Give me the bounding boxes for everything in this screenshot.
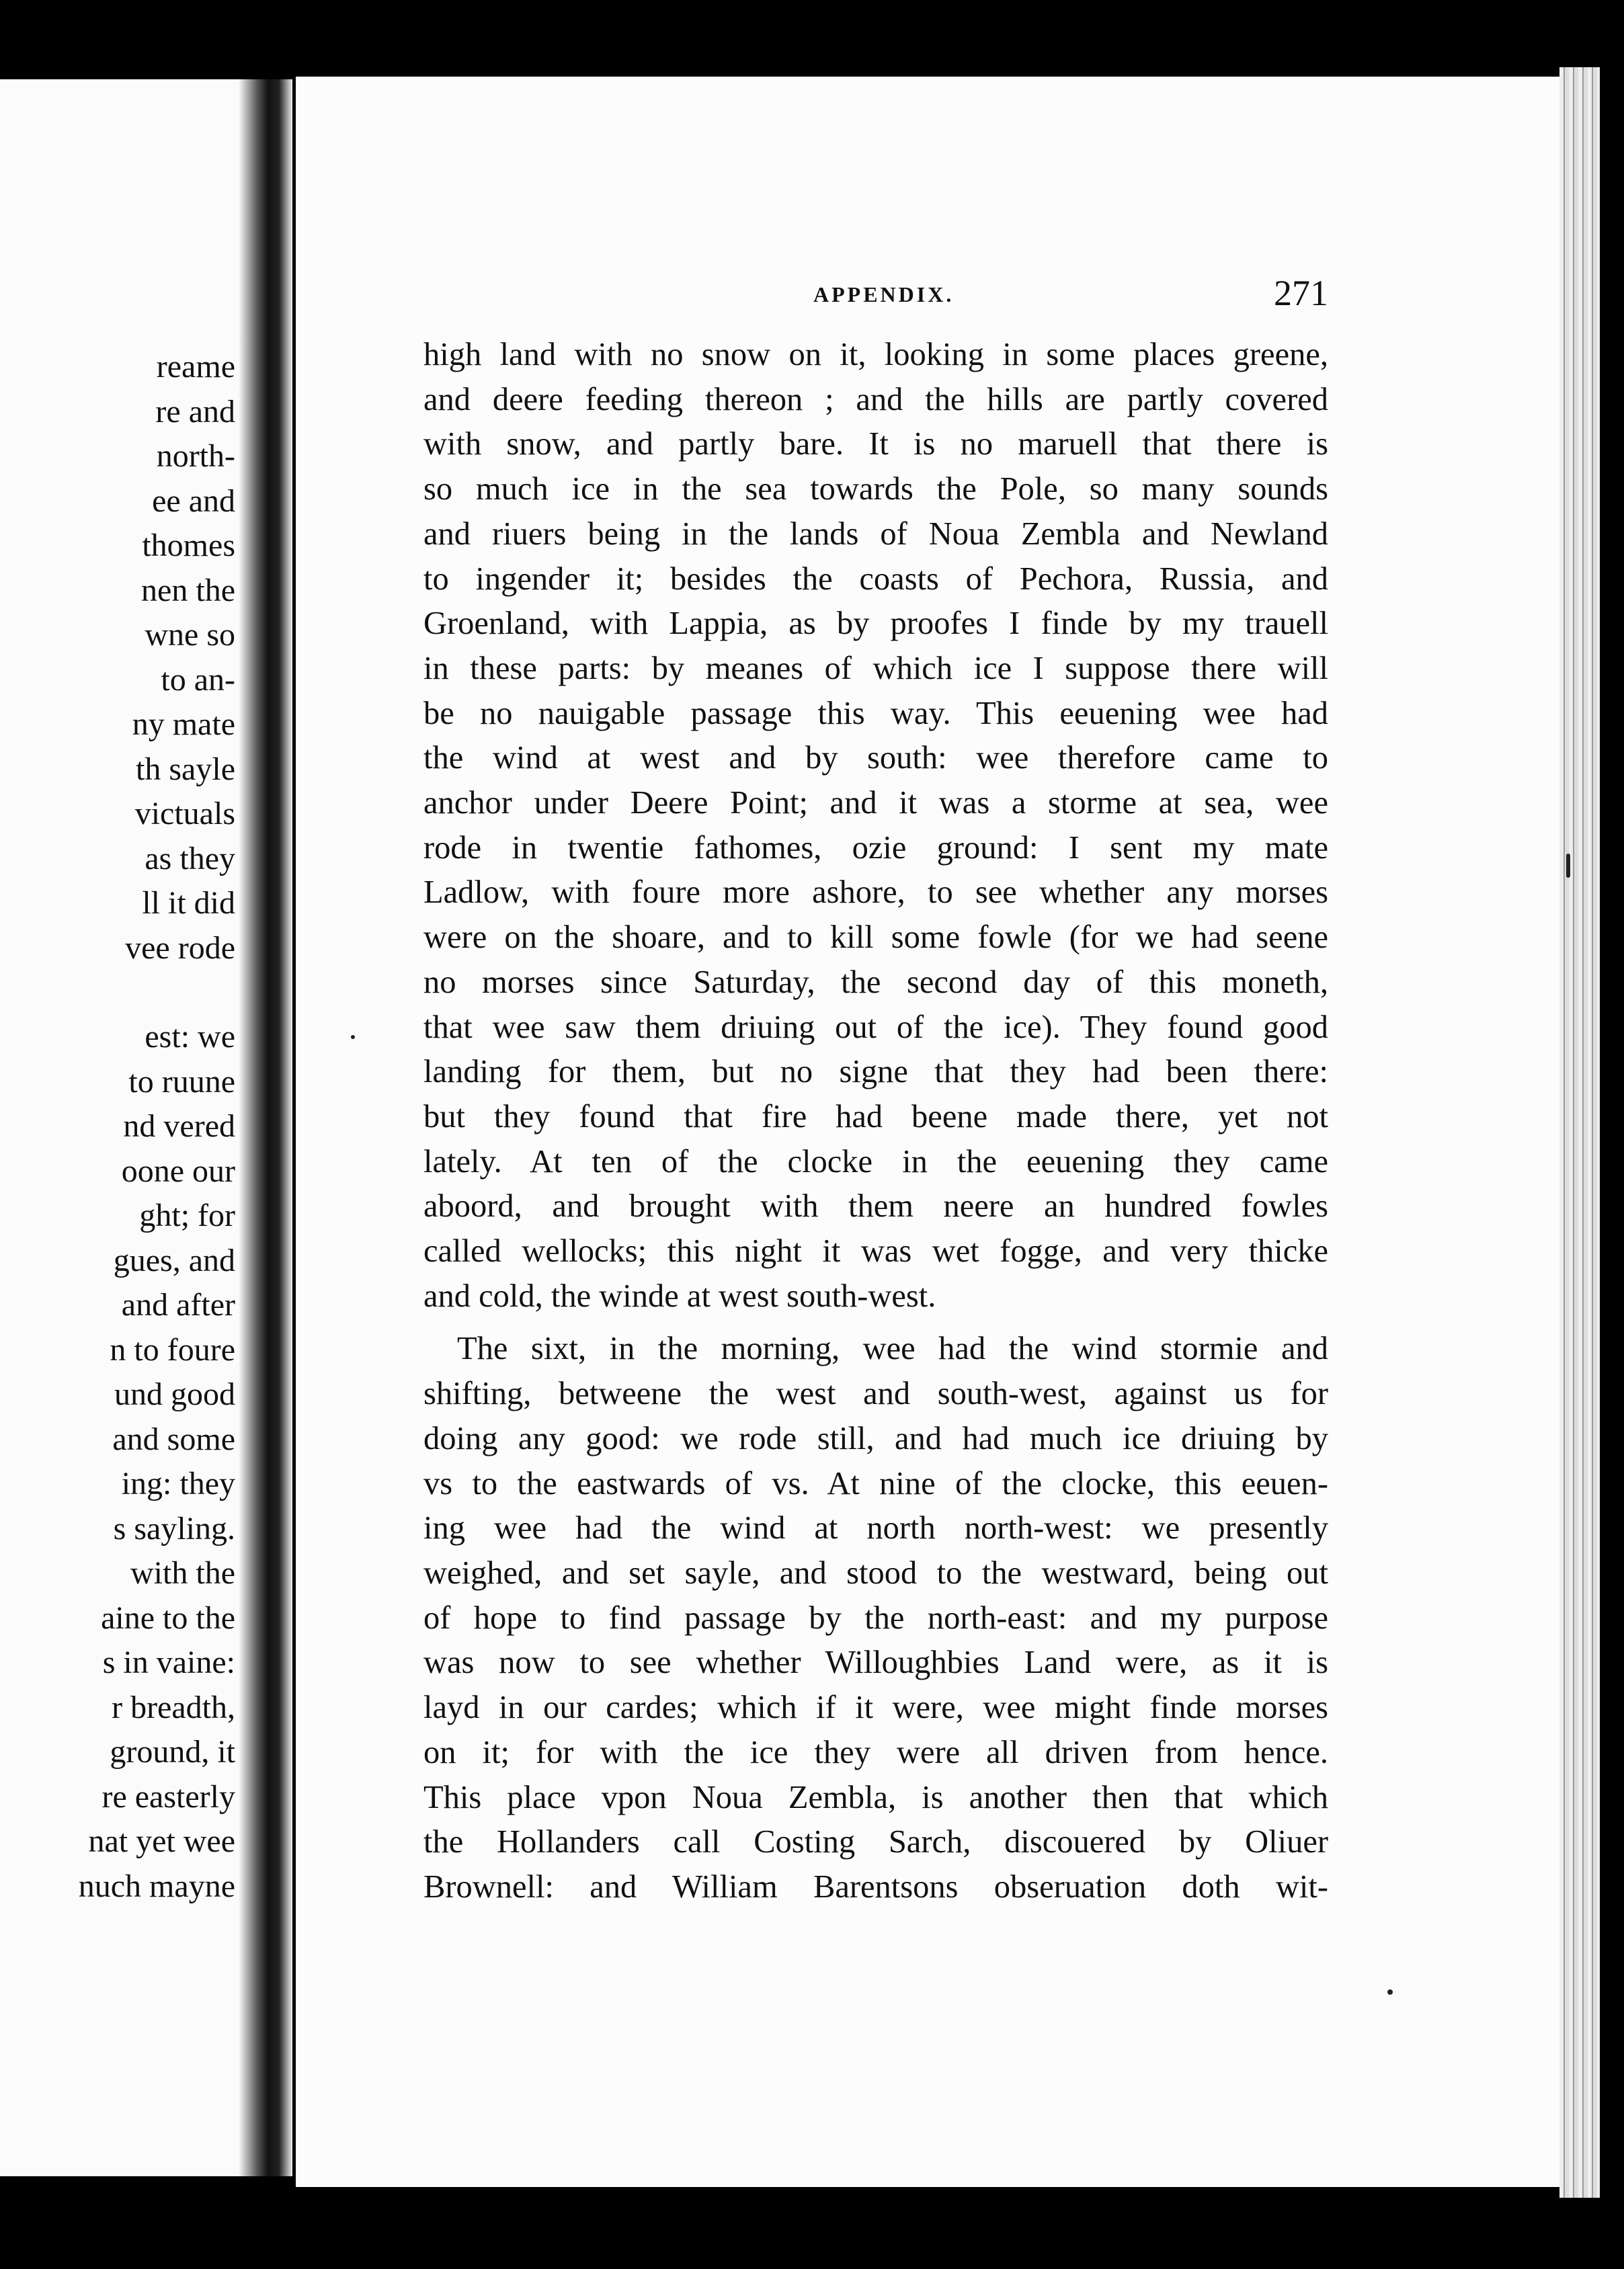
text-line: the wind at west and by south: wee therefore came to — [423, 740, 1328, 776]
left-line: ny mate — [132, 706, 235, 742]
print-speck — [1566, 854, 1570, 878]
book-gutter — [239, 79, 292, 2176]
text-line: Brownell: and William Barentsons obseruation doth wit- — [423, 1868, 1328, 1905]
text-line: shifting, betweene the west and south-west, against us for — [423, 1376, 1328, 1412]
text-line: that wee saw them driuing out of the ice). They found good — [423, 1009, 1328, 1045]
text-line: This place vpon Noua Zembla, is another then that which — [423, 1779, 1328, 1815]
text-line: on it; for with the ice they were all driven from hence. — [423, 1734, 1328, 1770]
left-line: s in vaine: — [102, 1645, 235, 1680]
left-line: n to foure — [110, 1331, 235, 1368]
text-line: to ingender it; besides the coasts of Pechora, Russia, and — [423, 561, 1328, 597]
page-number: 271 — [1274, 273, 1328, 313]
text-line: no morses since Saturday, the second day of this moneth, — [423, 964, 1328, 1000]
text-line: Ladlow, with foure more ashore, to see whether any morses — [423, 874, 1328, 911]
text-line: lately. At ten of the clocke in the eeuening they came — [423, 1143, 1328, 1180]
text-line: but they found that fire had beene made there, yet not — [423, 1098, 1328, 1134]
text-line: called wellocks; this night it was wet fogge, and very thicke — [423, 1233, 1328, 1270]
left-page-text — [7, 345, 235, 1909]
scan-top-border — [0, 0, 1624, 74]
text-line: of hope to find passage by the north-east: and my purpose — [423, 1600, 1328, 1636]
left-line: and some — [112, 1421, 235, 1457]
text-line: vs to the eastwards of vs. At nine of the clocke, this eeuen- — [423, 1465, 1328, 1501]
left-line: victuals — [134, 796, 235, 831]
left-line: to an- — [161, 661, 235, 698]
text-line: in these parts: by meanes of which ice I suppose there will — [423, 650, 1328, 686]
paragraph-gap — [423, 1319, 1328, 1327]
text-line: landing for them, but no signe that they had been there: — [423, 1054, 1328, 1090]
left-line: ing: they — [121, 1466, 235, 1501]
left-line: with the — [130, 1555, 235, 1591]
text-line: was now to see whether Willoughbies Land were, as it is — [423, 1645, 1328, 1681]
left-line: as they — [145, 840, 235, 876]
left-line: oone our — [121, 1153, 235, 1189]
page-edges — [1559, 67, 1600, 2198]
left-line: ll it did — [142, 885, 235, 921]
left-line: nd vered — [123, 1108, 235, 1144]
left-line: und good — [114, 1376, 235, 1412]
left-line: r breadth, — [112, 1689, 235, 1725]
text-line: with snow, and partly bare. It is no maruell that there is — [423, 426, 1328, 462]
text-line: Groenland, with Lappia, as by proofes I finde by my trauell — [423, 606, 1328, 642]
left-line: ght; for — [139, 1198, 235, 1233]
left-line: and after — [121, 1287, 235, 1323]
left-line: nat yet wee — [88, 1823, 235, 1859]
left-line: vee rode — [125, 930, 235, 966]
left-line: ee and — [152, 483, 235, 519]
text-line: the Hollanders call Costing Sarch, discouered by Oliuer — [423, 1824, 1328, 1860]
text-line: aboord, and brought with them neere an hundred fowles — [423, 1188, 1328, 1225]
left-line: north- — [156, 438, 235, 474]
print-speck — [351, 1035, 355, 1039]
left-paragraph-gap — [7, 971, 235, 1015]
body-text — [423, 333, 1328, 1910]
left-line: wne so — [145, 617, 235, 653]
text-line: weighed, and set sayle, and stood to the westward, being out — [423, 1555, 1328, 1591]
text-line: were on the shoare, and to kill some fowle (for we had seene — [423, 919, 1328, 956]
left-line: reame — [156, 349, 235, 384]
left-line: nen the — [141, 572, 235, 608]
text-line: layd in our cardes; which if it were, wee might finde morses — [423, 1690, 1328, 1726]
left-line: ground, it — [110, 1734, 235, 1770]
left-line: to ruune — [128, 1063, 235, 1100]
left-line: re and — [155, 393, 235, 429]
left-line: thomes — [142, 528, 235, 563]
text-line: doing any good: we rode still, and had much ice driuing by — [423, 1420, 1328, 1456]
left-line: nuch mayne — [78, 1868, 235, 1904]
running-head: APPENDIX. — [813, 282, 955, 306]
text-line: rode in twentie fathomes, ozie ground: I sent my mate — [423, 829, 1328, 866]
left-line: re easterly — [102, 1778, 235, 1815]
print-speck — [1387, 1989, 1393, 1995]
left-line: est: we — [145, 1019, 235, 1055]
text-line: anchor under Deere Point; and it was a storme at sea, wee — [423, 785, 1328, 821]
left-line: aine to the — [101, 1600, 235, 1636]
text-line: ing wee had the wind at north north-west: we presently — [423, 1510, 1328, 1546]
text-line: and riuers being in the lands of Noua Zembla and Newland — [423, 515, 1328, 552]
text-line: be no nauigable passage this way. This eeuening wee had — [423, 695, 1328, 731]
text-line: high land with no snow on it, looking in some places greene, — [423, 337, 1328, 372]
text-line: so much ice in the sea towards the Pole, so many sounds — [423, 471, 1328, 507]
text-line: The sixt, in the morning, wee had the wind stormie and — [457, 1331, 1328, 1367]
left-line: gues, and — [113, 1242, 235, 1278]
left-line: s sayling. — [113, 1510, 235, 1546]
left-line: th sayle — [136, 751, 235, 787]
text-line: and deere feeding thereon ; and the hills are partly covered — [423, 381, 1328, 417]
text-line: and cold, the winde at west south-west. — [423, 1278, 936, 1314]
